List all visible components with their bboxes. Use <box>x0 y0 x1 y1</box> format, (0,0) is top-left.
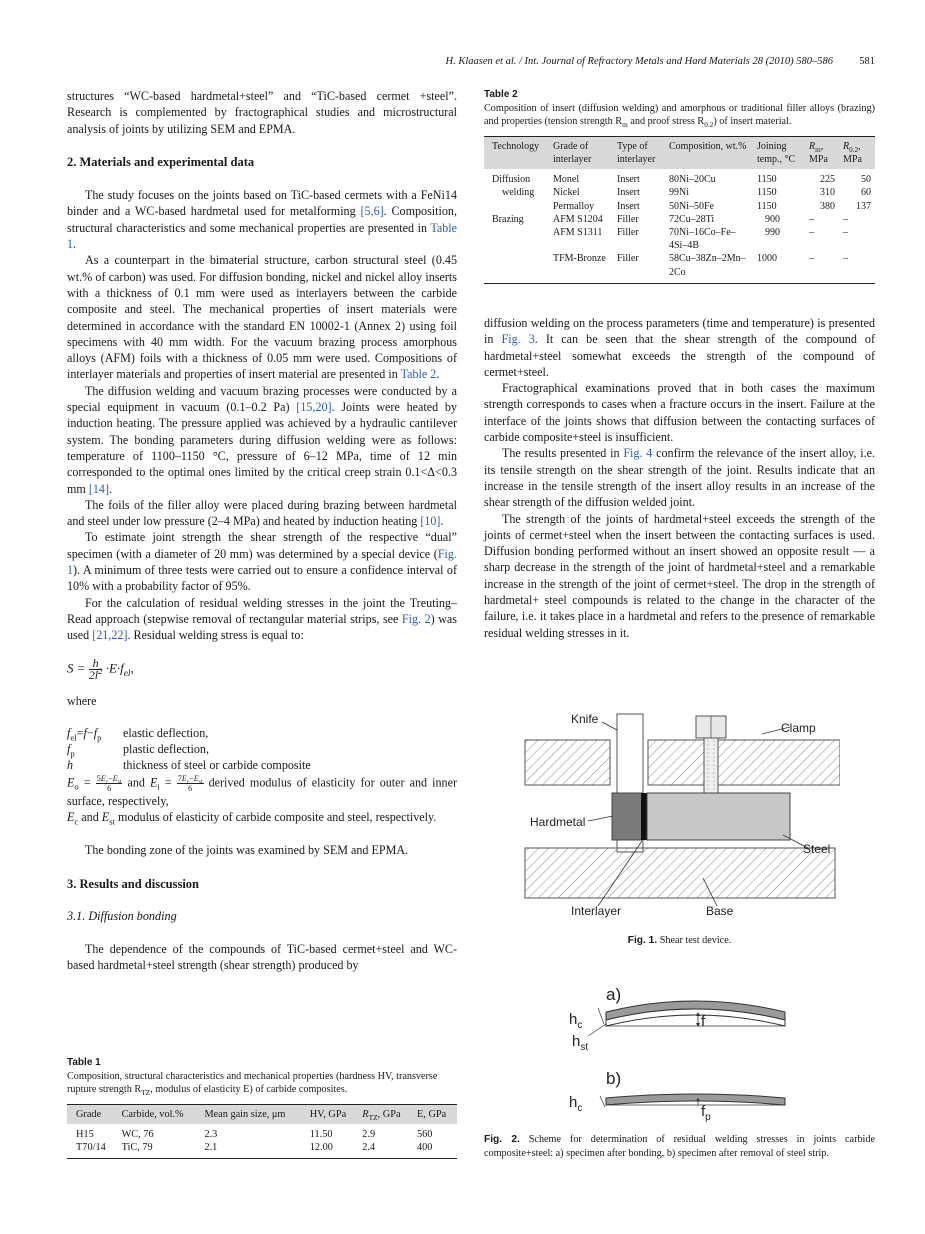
table-header-cell: Grade <box>76 1108 102 1120</box>
symbol-fel: $f_{el}=f-f_p$ <box>67 725 102 743</box>
where-text: where <box>67 693 97 708</box>
table-header-cell: Grade of interlayer <box>553 140 592 165</box>
clamp-block-right <box>648 740 840 785</box>
table-header-cell: $R_m$, MPa <box>809 140 828 165</box>
definition-h: thickness of steel or carbide composite <box>123 758 311 773</box>
figure-2 <box>560 980 850 1125</box>
table-row: T70/14 TiC, 79 2.1 12.00 2.4 400 <box>76 1142 433 1154</box>
label-steel: Steel <box>803 842 831 856</box>
label-f: f <box>701 1013 706 1030</box>
paragraph-materials-1: The study focuses on the joints based on TiC-based cermets with a FeNi14 binder and a WC-based hardmetal used for metalforming [5,6]. Composition, structural characteristics and some mechanical properties are presented in Table 1. <box>67 188 457 252</box>
citation-link[interactable]: [10] <box>420 514 441 529</box>
table-row: welding Nickel Insert 99Ni 1150 310 60 <box>502 187 871 199</box>
equation-stress: S = $\frac{h}{2l^2}$ $\cdot E\cdot f_{el}$, <box>67 655 134 682</box>
page-number: 581 <box>859 56 875 67</box>
table-row: AFM S1311 Filler 70Ni–16Co–Fe–4Si–4B 990 – – <box>553 227 848 252</box>
table-header-cell: Composition, wt.% <box>669 140 747 152</box>
fig-1-link[interactable]: Fig. 1 <box>67 546 457 578</box>
definition-eo-ei: $E_o$ = $\frac{5E_c-E_{st}}{6}$ and $E_i$ = $\frac{7E_c-E_{st}}{6}$ derived modulus of elasticity for outer and inner surface, respectively, <box>67 773 457 808</box>
table-2-caption: Table 2 Composition of insert (diffusion welding) and amorphous or traditional filler alloys (brazing) and properties (tension strength $R_m$ and proof stress $R_{0.2}$) of insert material. <box>484 89 875 130</box>
bolt-shaft <box>704 738 718 793</box>
paragraph-joint-strength: The strength of the joints of hardmetal+steel exceeds the strength of the joints of cermet+steel when the insert between the contacting surfaces is used. Diffusion bonding performed without an insert showed an opposite result — a sharp decrease in the strength of the joint of hardmetal+steel and a remarkable increase in the strength of the joint of cermet+steel. The drop in the strength of hardmetal+ steel compounds is related to the change in the character of the failure, i.e. it takes place in a hardmetal and refers to the presence of remarkable residual welding stresses in it. <box>484 511 875 640</box>
table-1 <box>67 1056 457 1159</box>
label-fp: $f_p$ <box>701 1103 711 1123</box>
table-row: Permalloy Insert 50Ni–50Fe 1150 380 137 <box>553 200 871 212</box>
table-1-label: Table 1 <box>67 1057 101 1068</box>
table-header-cell: Technology <box>492 140 540 152</box>
label-hst: $h_{st}$ <box>572 1033 589 1053</box>
citation-link[interactable]: [14] <box>88 481 109 496</box>
table-2-link[interactable]: Table 2 <box>400 367 437 382</box>
table-header-cell: HV, GPa <box>309 1108 347 1120</box>
table-2-label: Table 2 <box>484 89 518 100</box>
table-header-row <box>67 1104 457 1124</box>
figure-1 <box>520 708 840 923</box>
paragraph-fractography: Fractographical examinations proved that in both cases the maximum strength corresponds to cases when a fracture occurs in the insert. Failure at the interface of the joints shows that diffusion between the contacting surfaces of carbide composite+steel is insufficient. <box>484 381 875 445</box>
label-knife: Knife <box>571 712 599 726</box>
table-header-cell: Mean gain size, μm <box>204 1108 286 1120</box>
table-1-link[interactable]: Table 1 <box>67 220 457 252</box>
symbol-definitions <box>67 725 457 825</box>
symbol-fp: $f_p$ <box>67 742 75 759</box>
label-clamp: Clamp <box>781 721 816 735</box>
shear-test-device-diagram <box>520 708 840 923</box>
citation-link[interactable]: [15,20] <box>296 400 332 415</box>
label-hc-a: $h_c$ <box>569 1011 583 1031</box>
paragraph-materials-3: The diffusion welding and vacuum brazing processes were conducted by a special equipment in vacuum (0.1–0.2 Pa) [15,20]. Joints were heated by induction heating. The pressure applied was achieved by a hydraulic cantilever system. The bonding parameters during diffusion welding were as follows: temperature of 1100–1150 °C, pressure of 6–12 MPa, time of 12 min corresponded to the optimal ones limited by the critical creep strain 0.1<Δ<0.3 mm [14]. <box>67 383 457 496</box>
table-2 <box>484 88 875 284</box>
definition-ec-est: $E_c$ and $E_{st}$ modulus of elasticity of carbide composite and steel, respectively. <box>67 809 437 827</box>
fig-3-link[interactable]: Fig. 3 <box>501 332 535 347</box>
label-base: Base <box>706 904 734 918</box>
specimen-b-carbide-layer <box>606 1094 785 1105</box>
right-column <box>484 315 875 641</box>
paragraph-bonding-zone: The bonding zone of the joints was examined by SEM and EPMA. <box>85 843 409 858</box>
label-hardmetal: Hardmetal <box>530 815 586 829</box>
table-header-cell: $R_{TZ}$, GPa <box>362 1108 401 1122</box>
section-heading-materials: 2. Materials and experimental data <box>67 154 255 169</box>
table-row: Brazing AFM S1204 Filler 72Cu–28Ti 900 – – <box>492 213 848 225</box>
figure-2-caption: Fig. 2. Scheme for determination of residual welding stresses in joints carbide composite+steel: a) specimen after bonding, b) specimen after removal of steel strip. <box>484 1134 876 1159</box>
paragraph-intro-end: structures “WC-based hardmetal+steel” and “TiC-based cermet +steel”. Research is complemented by fractographical studies and microstructural analysis of joints by utilizing SEM and EPMA. <box>67 89 457 136</box>
subsection-heading-diffusion: 3.1. Diffusion bonding <box>67 908 177 923</box>
table-2-grid <box>484 136 875 284</box>
label-interlayer: Interlayer <box>571 904 622 918</box>
table-header-cell: $R_{0.2}$, MPa <box>843 140 862 165</box>
table-header-cell: Joining temp., °C <box>757 140 796 165</box>
figure-2-label: Fig. 2. <box>484 1134 520 1145</box>
paragraph-diffusion-1: The dependence of the compounds of TiC-based cermet+steel and WC-based hardmetal+steel strength (shear strength) produced by <box>67 942 457 973</box>
citation-link[interactable]: [21,22] <box>92 628 128 643</box>
paragraph-materials-2: As a counterpart in the bimaterial structure, carbon structural steel (0.45 wt.% of carbon) was used. For diffusion bonding, nickel and nickel alloy inserts with a thickness of 0.1 mm were used as interlayers between the carbide composite and steel. The mechanical properties of insert materials were determined in accordance with the standard EN 10002-1 (Annex 2) using foil specimens with 40 mm width. For the vacuum brazing process amorphous alloys (AFM) foils with a thickness of 0.05 mm were used. Compositions of interlayer materials and properties of insert material are presented in Table 2. <box>67 253 457 382</box>
fig-4-link[interactable]: Fig. 4 <box>623 446 653 461</box>
fig-2-link[interactable]: Fig. 2 <box>401 611 431 626</box>
symbol-h: h <box>67 758 74 773</box>
citation-link[interactable]: [5,6] <box>360 204 384 219</box>
label-b: b) <box>606 1069 622 1088</box>
left-column <box>67 88 457 974</box>
figure-1-label: Fig. 1. <box>627 935 658 946</box>
clamp-block-left <box>525 740 610 785</box>
table-row: H15 WC, 76 2.3 11.50 2.9 560 <box>76 1128 433 1140</box>
table-row: Diffusion Monel Insert 80Ni–20Cu 1150 225 50 <box>492 174 871 186</box>
running-head-text: H. Klaasen et al. / Int. Journal of Refractory Metals and Hard Materials 28 (2010) 580–586 <box>445 56 833 67</box>
paragraph-materials-4: The foils of the filler alloy were placed during brazing between hardmetal and steel under low pressure (2–4 MPa) and heated by induction heating [10]. <box>67 497 457 529</box>
label-hc-b: $h_c$ <box>569 1094 583 1114</box>
paragraph-diffusion-2: diffusion welding on the process parameters (time and temperature) is presented in Fig. 3. It can be seen that the shear strength of the compound of hardmetal+steel somewhat exceeds the strength of the compound of cermet+steel. <box>484 316 876 379</box>
hardmetal-specimen <box>612 793 642 840</box>
definition-fel: elastic deflection, <box>123 725 209 740</box>
definition-fp: plastic deflection, <box>123 742 209 757</box>
table-row: TFM-Bronze Filler 58Cu–38Zn–2Mn–2Co 1000 – – <box>553 253 848 278</box>
table-header-cell: Carbide, vol.% <box>121 1108 184 1120</box>
figure-1-caption: Fig. 1. Shear test device. <box>627 935 732 946</box>
base-block <box>525 848 835 898</box>
table-1-caption: Table 1 Composition, structural characteristics and mechanical properties (hardness HV, transverse rupture strength $R_{TZ}$, modulus of elasticity E) of carbide composites. <box>67 1057 438 1098</box>
residual-stress-scheme-diagram <box>560 980 850 1125</box>
table-1-grid <box>67 1104 457 1160</box>
label-a: a) <box>606 985 622 1004</box>
table-header-cell: Type of interlayer <box>617 140 656 165</box>
interlayer <box>641 793 647 840</box>
paragraph-materials-5: To estimate joint strength the shear strength of the respective “dual” specimen (with a diameter of 20 mm) was determined by a special device (Fig. 1). A minimum of three tests were carried out to ensure a confidence interval of 10% with a probability factor of 95%. <box>67 530 457 594</box>
paragraph-materials-6: For the calculation of residual welding stresses in the joint the Treuting–Read approach (stepwise removal of rectangular material strips, see Fig. 2) was used [21,22]. Residual welding stress is equal to: <box>67 595 457 643</box>
table-header-row <box>484 136 875 169</box>
section-heading-results: 3. Results and discussion <box>67 876 199 891</box>
table-header-cell: E, GPa <box>417 1108 447 1120</box>
steel-specimen <box>647 793 790 840</box>
paragraph-insert-alloy: The results presented in Fig. 4 confirm the relevance of the insert alloy, i.e. its tensile strength on the shear strength of the joint. Results indicate that an increase in the tensile strength of the insert alloy results in an increase of the shear strength of the diffusion welded joint. <box>484 446 875 510</box>
